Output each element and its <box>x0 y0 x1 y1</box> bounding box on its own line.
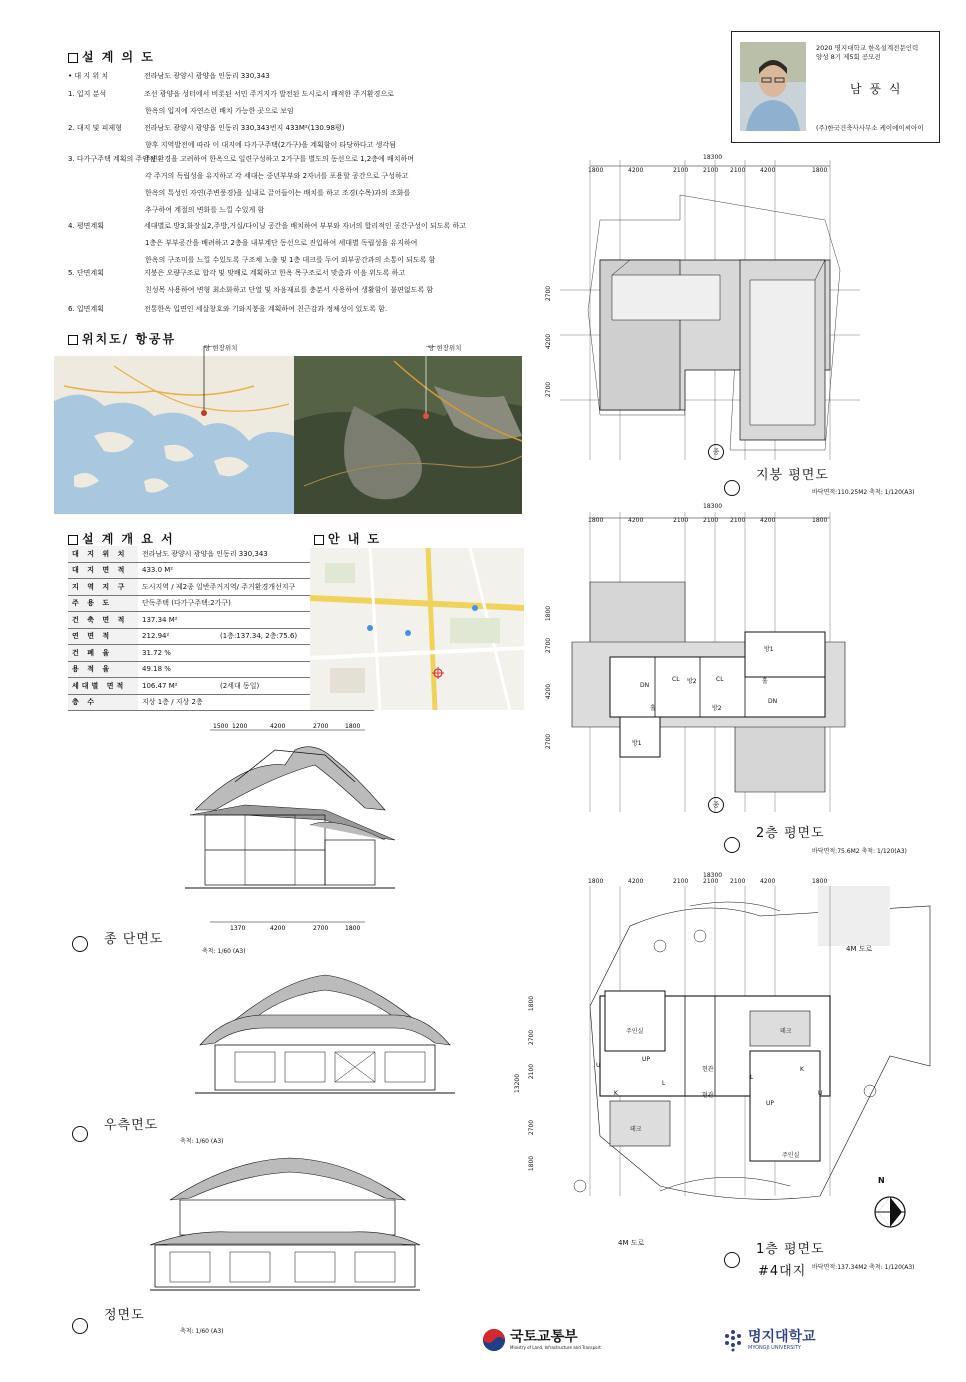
summary-value: 단독주택 (다가구주택:2가구) <box>138 595 374 612</box>
summary-key: 세대별 면적 <box>68 678 138 695</box>
f2-room-7: DN <box>640 682 650 689</box>
f1-dim: 2100 <box>730 878 746 885</box>
roof-total-dim: 18300 <box>703 154 723 161</box>
intent-value-cont: 추구하여 계절의 변화를 느낄 수있게 함 <box>145 206 265 214</box>
section-marker <box>72 936 88 952</box>
intent-value-cont: 1층은 부부공간을 배려하고 2층을 내부계단 동선으로 진입하여 세대별 독립성을 유지하여 <box>145 239 418 247</box>
summary-key: 지 역 지 구 <box>68 579 138 596</box>
sec-bdim-1800: 1800 <box>345 925 361 932</box>
f2-section-marker: 종 <box>708 797 724 813</box>
f1-room-12: K <box>800 1066 804 1073</box>
intent-value: 주변환경을 고려하여 한옥으로 일련구성하고 2가구를 별도의 동선으로 1,2층에 배치하며 <box>144 155 415 163</box>
right-elev-scale: 축척: 1/60 (A3) <box>180 1138 224 1145</box>
roof-dim: 2100 <box>730 167 746 174</box>
f2-room-4: 방2 <box>712 705 722 712</box>
roof-vdim-3: 2700 <box>545 381 553 398</box>
f2-room-9: CL <box>672 676 680 683</box>
roof-plan-marker <box>724 480 740 496</box>
f1-room-2: 데크 <box>780 1028 792 1035</box>
f1-room-8: UP <box>766 1100 775 1107</box>
f1-vdim-4: 2700 <box>528 1119 536 1136</box>
f1-plan-sublabel: #4대지 <box>758 1264 807 1279</box>
f1-vdim-2: 2700 <box>528 1029 536 1046</box>
summary-value: 49.18 % <box>138 661 374 678</box>
intent-value-cont: 한옥의 구조미를 느낄 수있도록 구조체 노출 및 1층 데크를 두어 외부공간과의 소통이 되도록 함 <box>145 256 436 264</box>
f2-room-3: 홀 <box>650 705 656 712</box>
summary-key: 건 축 면 적 <box>68 612 138 629</box>
f1-room-13: L <box>662 1080 666 1087</box>
profile-contest: 2020 명지대학교 한옥설계전문인력 양성 8기 제5회 공모전 <box>816 44 919 61</box>
roof-vdim-1: 2700 <box>545 285 553 302</box>
intent-value: 조선 광양읍 성터에서 비롯된 서민 주거지가 발전된 도시로서 쾌적한 주거환경으로 <box>144 90 394 98</box>
roof-plan-label: 지붕 평면도 <box>756 468 829 483</box>
road-top-label: 4M 도로 <box>846 945 873 953</box>
f1-dim: 4200 <box>760 878 776 885</box>
roof-dim: 1800 <box>588 167 604 174</box>
design-intent-title: 설 계 의 도 <box>68 48 155 65</box>
intent-row <box>68 72 270 81</box>
section-scale: 축척: 1/60 (A3) <box>202 948 246 955</box>
roof-plan-note: 바닥면적:110.25M2 축척: 1/120(A3) <box>812 489 915 496</box>
f1-room-14: L <box>750 1074 754 1081</box>
sec-dim-2700: 2700 <box>313 723 329 730</box>
f1-vdim-1: 1800 <box>528 995 536 1012</box>
roof-dim: 4200 <box>628 167 644 174</box>
f1-room-11: K <box>614 1090 618 1097</box>
f2-dim: 2100 <box>673 517 689 524</box>
f1-room-4: 현관 <box>702 1092 714 1099</box>
f2-room-2: 방2 <box>687 678 697 685</box>
marker-right-label: 당 현장위치 <box>428 344 462 352</box>
f2-vdim-3: 4200 <box>545 683 553 700</box>
roof-dim: 4200 <box>760 167 776 174</box>
f1-dim: 2100 <box>703 878 719 885</box>
f1-dim: 4200 <box>628 878 644 885</box>
right-elev-label: 우측면도 <box>104 1118 159 1133</box>
f2-dim: 1800 <box>812 517 828 524</box>
summary-value: 106.47 M² <box>138 678 216 695</box>
roof-dim: 1800 <box>812 167 828 174</box>
f2-plan-note: 바닥면적:75.6M2 축척: 1/120(A3) <box>812 848 907 855</box>
f2-dim: 1800 <box>588 517 604 524</box>
intent-value: 전통한옥 입면인 세살창호와 기와지붕을 계획하여 친근감과 정체성이 있도록 함. <box>144 305 388 313</box>
guide-map <box>310 548 524 710</box>
guide-map-title: 안 내 도 <box>314 530 381 547</box>
f2-vdim-2: 2700 <box>545 637 553 654</box>
f2-dim: 4200 <box>628 517 644 524</box>
intent-row <box>68 305 387 314</box>
section-label: 종 단면도 <box>104 932 164 947</box>
f2-room-1: 방1 <box>764 646 774 653</box>
summary-value: 전라남도 광양시 광양읍 인동리 330,343 <box>138 546 374 562</box>
intent-key: 5. 단면계획 <box>68 269 104 277</box>
intent-row <box>68 155 414 164</box>
f1-dim: 2100 <box>673 878 689 885</box>
intent-value: 전라남도 광양시 광양읍 인동리 330,343 <box>144 72 270 80</box>
summary-key: 층 수 <box>68 694 138 711</box>
north-arrow-icon <box>872 1184 912 1230</box>
f1-room-10: U <box>818 1090 823 1097</box>
intent-row <box>68 90 394 99</box>
intent-key: 2. 대지 및 피제형 <box>68 124 122 132</box>
profile-name: 남 풍 식 <box>850 82 903 96</box>
intent-value: 지붕은 오량구조로 합각 및 맞배로 계획하고 한옥 목구조로서 맞춤과 이음 위도록 하고 <box>144 269 406 277</box>
f1-room-5: 데크 <box>630 1126 642 1133</box>
summary-value: 433.0 M² <box>138 562 374 579</box>
profile-company: (주)한국건축사사무소 케이에이씨아이 <box>816 124 924 132</box>
f2-vdim-1: 1800 <box>545 605 553 622</box>
section-drawing <box>185 720 505 935</box>
f1-total-dim: 18300 <box>703 872 723 879</box>
floor1-plan-drawing <box>560 886 940 1226</box>
f2-plan-marker <box>724 837 740 853</box>
summary-title: 설 계 개 요 서 <box>68 530 175 547</box>
intent-row <box>68 124 344 133</box>
summary-key: 주 용 도 <box>68 595 138 612</box>
intent-key: 1. 입지 분석 <box>68 90 107 98</box>
summary-extra: (1층:137.34, 2층:75.6) <box>216 628 374 645</box>
summary-value: 31.72 % <box>138 645 374 662</box>
summary-key: 연 면 적 <box>68 628 138 645</box>
intent-row <box>68 222 466 231</box>
roof-dim: 2100 <box>703 167 719 174</box>
f1-dim: 1800 <box>812 878 828 885</box>
location-title: 위치도/ 항공뷰 <box>68 330 176 347</box>
profile-photo <box>740 42 806 131</box>
f1-room-3: 현관 <box>702 1066 714 1073</box>
f2-plan-label: 2층 평면도 <box>756 826 825 841</box>
sec-bdim-4200: 4200 <box>270 925 286 932</box>
f2-room-8: DN <box>768 698 778 705</box>
f1-vdim-3: 2100 <box>528 1063 536 1080</box>
mju-logo: 명지대학교 MYONGJI UNIVERSITY <box>722 1326 862 1356</box>
summary-value: 212.94² <box>138 628 216 645</box>
front-elev-scale: 축척: 1/60 (A3) <box>180 1328 224 1335</box>
intent-key: 3. 다가구주택 계획의 주안점 <box>68 155 156 163</box>
intent-value: 전라남도 광양시 광양읍 인동리 330,343번지 433M²(130.98평) <box>144 124 345 132</box>
f1-room-7: UP <box>642 1056 651 1063</box>
sec-bdim-2700: 2700 <box>313 925 329 932</box>
molit-logo: 국토교통부 Ministry of Land, Infrastructure and Transport <box>482 1326 622 1356</box>
f2-dim: 4200 <box>760 517 776 524</box>
roof-dim: 2100 <box>673 167 689 174</box>
road-bottom-label: 4M 도로 <box>618 1239 645 1247</box>
marker-left-label: 당 현장위치 <box>204 344 238 352</box>
summary-key: 용 적 율 <box>68 661 138 678</box>
summary-key: 대 지 면 적 <box>68 562 138 579</box>
f2-room-6: 방1 <box>632 740 642 747</box>
f2-dim: 2100 <box>703 517 719 524</box>
f1-plan-note: 바닥면적:137.34M2 축척: 1/120(A3) <box>812 1264 915 1271</box>
f2-room-5: 홀 <box>762 678 768 685</box>
sec-bdim-1370: 1370 <box>230 925 246 932</box>
f1-plan-label: 1층 평면도 <box>756 1242 825 1257</box>
roof-plan-drawing <box>560 160 860 470</box>
right-elevation-drawing <box>195 960 455 1100</box>
roof-vdim-2: 4200 <box>545 333 553 350</box>
f1-vdim-5: 1800 <box>528 1155 536 1172</box>
f2-vdim-4: 2700 <box>545 733 553 750</box>
sec-dim-1800: 1800 <box>345 723 361 730</box>
mju-emblem-icon <box>722 1328 744 1352</box>
floor2-plan-drawing <box>560 512 860 822</box>
intent-value-cont: 친성목 사용하여 변형 최소화하고 단열 및 차음재료를 충분서 사용하여 생활함이 불편없도록 함 <box>145 286 434 294</box>
roof-section-marker: 종 <box>708 444 724 460</box>
front-elevation-drawing <box>150 1150 420 1298</box>
intent-key: 4. 평면계획 <box>68 222 104 230</box>
right-elev-marker <box>72 1126 88 1142</box>
intent-value: 세대별로 방3,화장실2,주방,거실/다이닝 공간을 배치하여 부부와 자녀의 합리적인 공간구성이 되도록 하고 <box>144 222 466 230</box>
location-maps <box>54 346 524 516</box>
sec-dim-4200: 4200 <box>270 723 286 730</box>
intent-key: 6. 입면계획 <box>68 305 104 313</box>
f1-room-6: 주인실 <box>782 1152 800 1159</box>
summary-value: 도시지역 / 제2종 일반주거지역/ 주거환경개선지구 <box>138 579 374 596</box>
intent-key: • 대 지 위 치 <box>68 72 109 80</box>
f1-room-1: 주인실 <box>626 1028 644 1035</box>
f1-dim: 1800 <box>588 878 604 885</box>
intent-value-cont: 한옥의 입지에 자연스런 배치 가능한 곳으로 보임 <box>145 107 294 115</box>
intent-value-cont: 한옥의 특성인 자연(주변풍경)을 실내로 끌어들이는 배치를 하고 조경(수목)과의 조화를 <box>145 189 411 197</box>
molit-emblem-icon <box>482 1328 506 1352</box>
summary-value: 지상 1층 / 지상 2층 <box>138 694 374 711</box>
summary-key: 건 폐 율 <box>68 645 138 662</box>
f1-plan-marker <box>724 1252 740 1268</box>
f2-room-10: CL <box>716 676 724 683</box>
sec-dim-1500: 1500 <box>213 723 229 730</box>
summary-value: 137.34 M² <box>138 612 374 629</box>
f1-vtotal-dim: 13200 <box>514 1073 522 1094</box>
intent-value-cont: 향후 지역발전에 따라 이 대지에 다가구주택(2가구)을 계획함이 타당하다고 생각됨 <box>145 141 396 149</box>
profile-box <box>731 31 940 143</box>
front-elev-label: 정면도 <box>104 1308 145 1323</box>
intent-row <box>68 269 405 278</box>
summary-extra: (2세대 동일) <box>216 678 374 695</box>
f2-total-dim: 18300 <box>703 503 723 510</box>
f1-room-9: U <box>596 1062 601 1069</box>
intent-value-cont: 각 주거의 독립성을 유지하고 각 세대는 중년부부와 2자녀를 포용할 공간으로 구성하고 <box>145 172 409 180</box>
front-elev-marker <box>72 1318 88 1334</box>
north-label: N <box>878 1176 885 1185</box>
summary-key: 대 지 위 치 <box>68 546 138 562</box>
sec-dim-1200: 1200 <box>232 723 248 730</box>
f2-dim: 2100 <box>730 517 746 524</box>
